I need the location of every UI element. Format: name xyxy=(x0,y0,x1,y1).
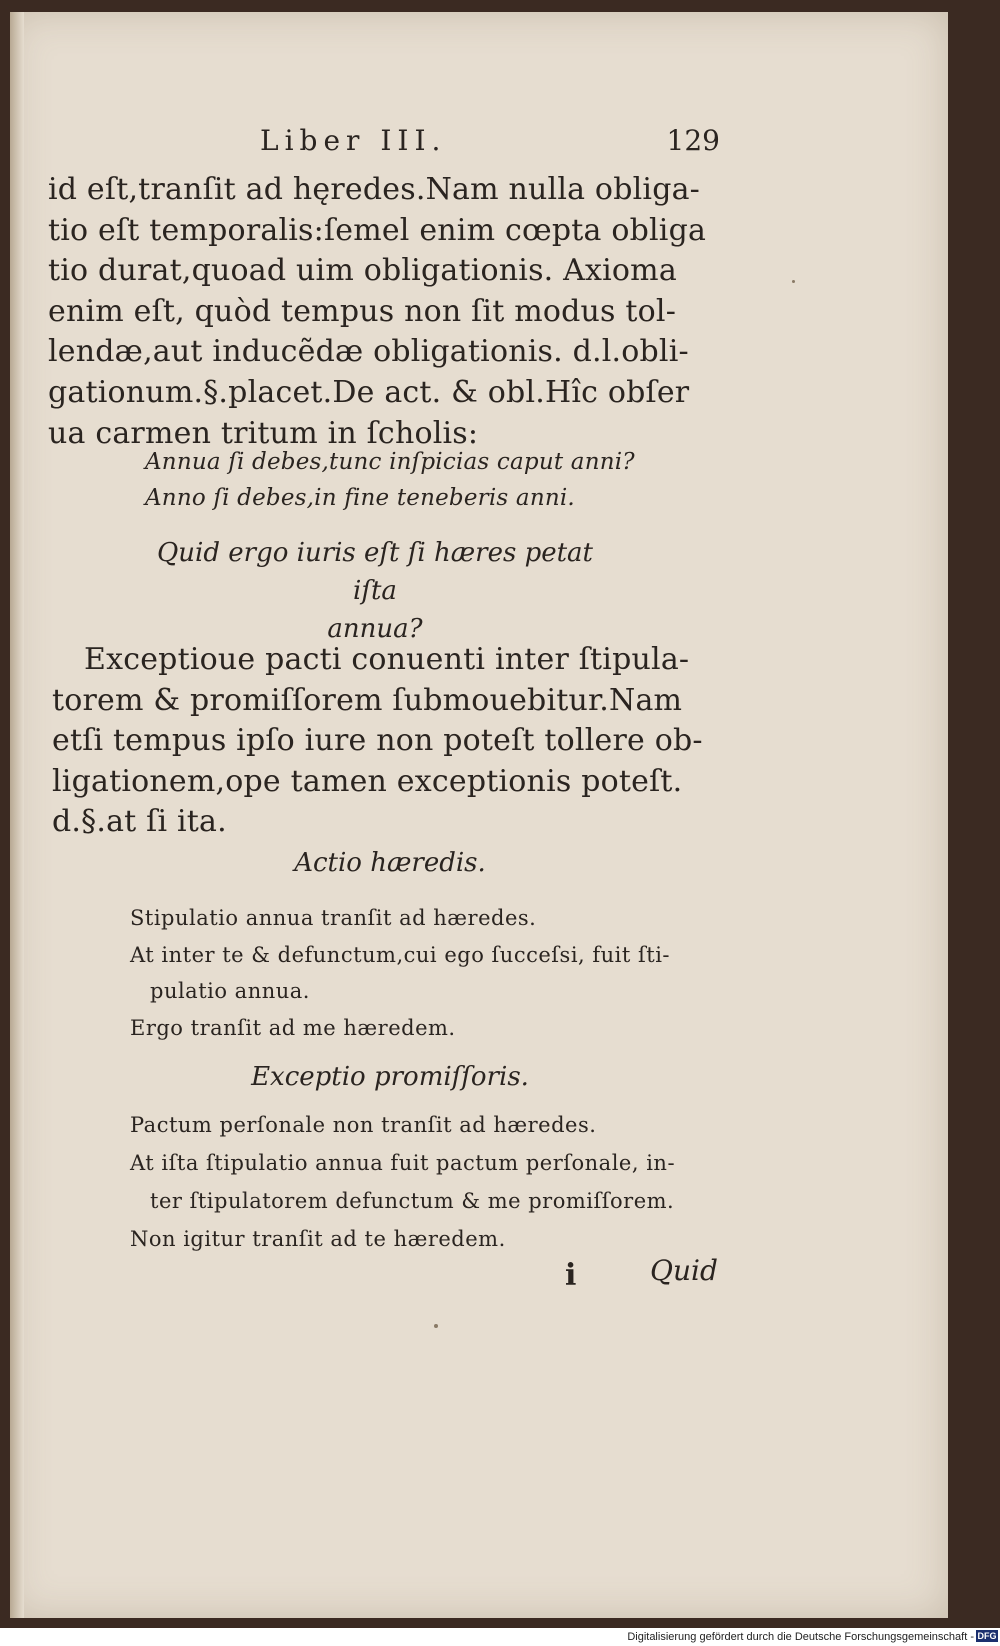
text-line: lendæ,aut inducẽdæ obligationis. d.l.obli- xyxy=(48,334,689,370)
syllogism-line: ter ſtipulatorem defunctum & me promiſſorem. xyxy=(150,1189,675,1213)
text-line: enim eſt, quòd tempus non ſit modus tol- xyxy=(48,293,677,329)
dfg-logo: DFG xyxy=(977,1631,997,1641)
paper-speck xyxy=(792,280,795,283)
text-line: tio durat,quoad uim obligationis. Axioma xyxy=(48,253,677,289)
page-edge-shadow xyxy=(10,12,24,1618)
catchword: Quid xyxy=(650,1254,718,1287)
text-line: d.§.at ſi ita. xyxy=(52,804,227,840)
syllogism-line: Pactum perſonale non tranſit ad hæredes. xyxy=(130,1113,597,1137)
syllogism-line: Stipulatio annua tranſit ad hæredes. xyxy=(130,906,537,930)
syllogism-line: At iſta ſtipulatio annua fuit pactum perſonale, in- xyxy=(130,1151,676,1175)
question-heading-line: annua? xyxy=(327,614,423,644)
text-line: gationum.§.placet.De act. & obl.Hîc obſer xyxy=(48,374,690,410)
text-line: ligationem,ope tamen exceptionis poteſt. xyxy=(52,763,683,799)
question-heading-line: Quid ergo iuris eſt ſi hæres petat iſta xyxy=(156,538,594,606)
paragraph-1 xyxy=(48,170,708,454)
question-heading xyxy=(140,534,610,648)
syllogism-line: At inter te & defunctum,cui ego ſucceſsi, fuit ſti- xyxy=(130,942,671,967)
syllogism-line: pulatio annua. xyxy=(150,979,310,1003)
syllogism-line: Non igitur tranſit ad te hæredem. xyxy=(130,1227,506,1251)
running-head xyxy=(260,124,720,164)
footer-credit: Digitalisierung gefördert durch die Deutsche Forschungsgemeinschaft - xyxy=(627,1631,974,1643)
heading-exceptio-promissoris: Exceptio promiſſoris. xyxy=(251,1062,529,1092)
running-title: Liber III. xyxy=(260,124,447,157)
text-line: etſi tempus ipſo iure non poteſt tollere ob- xyxy=(52,723,703,759)
syllogism-actio xyxy=(130,900,710,1046)
paper-speck xyxy=(434,1324,438,1328)
text-line: id eſt,tranſit ad hęredes.Nam nulla obliga- xyxy=(48,172,701,207)
paragraph-2 xyxy=(52,640,712,843)
verse-line: Anno ſi debes,in fine teneberis anni. xyxy=(145,485,575,511)
verse-line: Annua ſi debes,tunc inſpicias caput anni? xyxy=(145,449,635,475)
text-line: tio eſt temporalis:ſemel enim cœpta obliga xyxy=(48,212,707,248)
syllogism-exceptio xyxy=(130,1106,730,1258)
page-number: 129 xyxy=(666,124,720,157)
signature-mark: i xyxy=(565,1258,577,1293)
verse-couplet xyxy=(145,444,635,516)
heading-actio-haeredis: Actio hæredis. xyxy=(294,848,486,878)
text-line: torem & promiſſorem ſubmouebitur.Nam xyxy=(52,682,683,718)
syllogism-line: Ergo tranſit ad me hæredem. xyxy=(130,1015,456,1040)
book-page xyxy=(10,12,948,1618)
text-line: Exceptioue pacti conuenti inter ſtipula- xyxy=(84,642,690,677)
text-line: ua carmen tritum in ſcholis: xyxy=(48,415,479,451)
